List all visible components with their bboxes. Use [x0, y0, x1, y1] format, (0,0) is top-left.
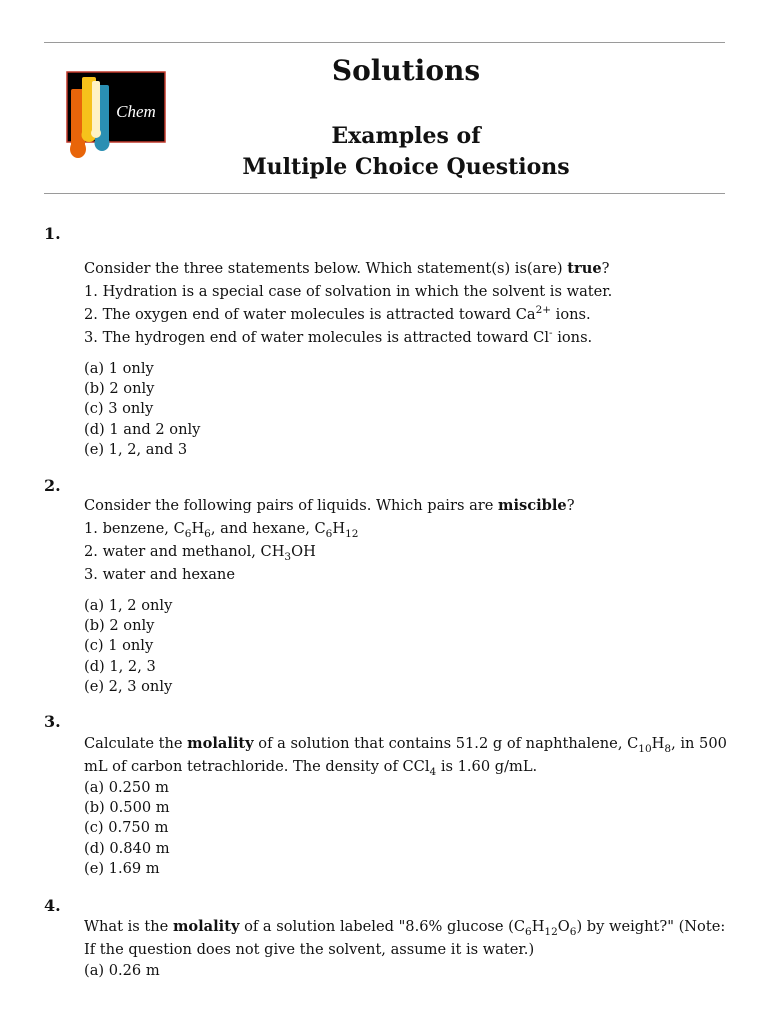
question-stem: Consider the three statements below. Which statement(s) is(are) true? — [84, 260, 610, 277]
answer-option: (d) 1 and 2 only — [84, 420, 201, 438]
question-number: 2. — [44, 476, 61, 495]
answer-option: (a) 0.250 m — [84, 779, 169, 796]
answer-option: (a) 1, 2 only — [84, 597, 173, 614]
answer-option: (c) 1 only — [84, 637, 154, 655]
answer-option: (e) 1.69 m — [84, 859, 160, 877]
answer-option: (a) 1 only — [84, 360, 154, 377]
question-stem: What is the molality of a solution labeled "8.6% glucose $(C_6H_{12}O_6)$ by weight?" (Note: — [84, 918, 726, 938]
question-3 — [84, 732, 727, 879]
answer-option: (b) 2 only — [84, 617, 155, 635]
chem-logo-icon — [66, 71, 166, 165]
header-rule — [44, 193, 725, 194]
statement: 1. Hydration is a special case of solvation in which the solvent is water. — [84, 283, 613, 300]
subtitle-line-1: Examples of — [331, 123, 481, 149]
top-rule — [44, 42, 725, 43]
logo-text: Chem — [116, 102, 156, 121]
answer-option: (e) 1, 2, and 3 — [84, 440, 188, 458]
question-1 — [84, 257, 724, 460]
subtitle-line-2: Multiple Choice Questions — [242, 154, 570, 180]
answer-option: (a) 0.26 m — [84, 962, 160, 979]
question-4 — [84, 915, 724, 981]
question-number: 1. — [44, 224, 61, 243]
answer-option: (c) 3 only — [84, 400, 154, 418]
question-number: 4. — [44, 896, 61, 915]
question-stem: Calculate the molality of a solution that contains 51.2 g of naphthalene, $C_{10}H_8$, in 500 — [84, 735, 727, 755]
question-stem: Consider the following pairs of liquids. Which pairs are miscible? — [84, 497, 575, 514]
statement: 3. water and hexane — [84, 566, 235, 583]
question-2 — [84, 494, 724, 697]
question-stem: If the question does not give the solvent, assume it is water.) — [84, 941, 535, 958]
answer-option: (e) 2, 3 only — [84, 677, 173, 695]
question-number: 3. — [44, 712, 61, 731]
answer-option: (b) 2 only — [84, 380, 155, 398]
answer-option: (d) 0.840 m — [84, 839, 170, 857]
answer-option: (b) 0.500 m — [84, 799, 170, 817]
question-stem: mL of carbon tetrachloride. The density of CCl$_4$ is 1.60 g/mL. — [84, 758, 538, 778]
statement: 2. The oxygen end of water molecules is attracted toward $Ca^{2+}$ ions. — [84, 304, 591, 323]
page-title: Solutions — [331, 54, 481, 87]
statement: 3. The hydrogen end of water molecules is attracted toward Cl- ions. — [84, 327, 593, 346]
answer-option: (c) 0.750 m — [84, 819, 169, 837]
answer-option: (d) 1, 2, 3 — [84, 657, 156, 675]
statement: 2. water and methanol, $CH_3OH$ — [84, 543, 316, 563]
page-subtitle — [160, 121, 652, 183]
statement: 1. benzene, $C_6H_6$, and hexane, $C_6H_{12}$ — [84, 520, 359, 540]
